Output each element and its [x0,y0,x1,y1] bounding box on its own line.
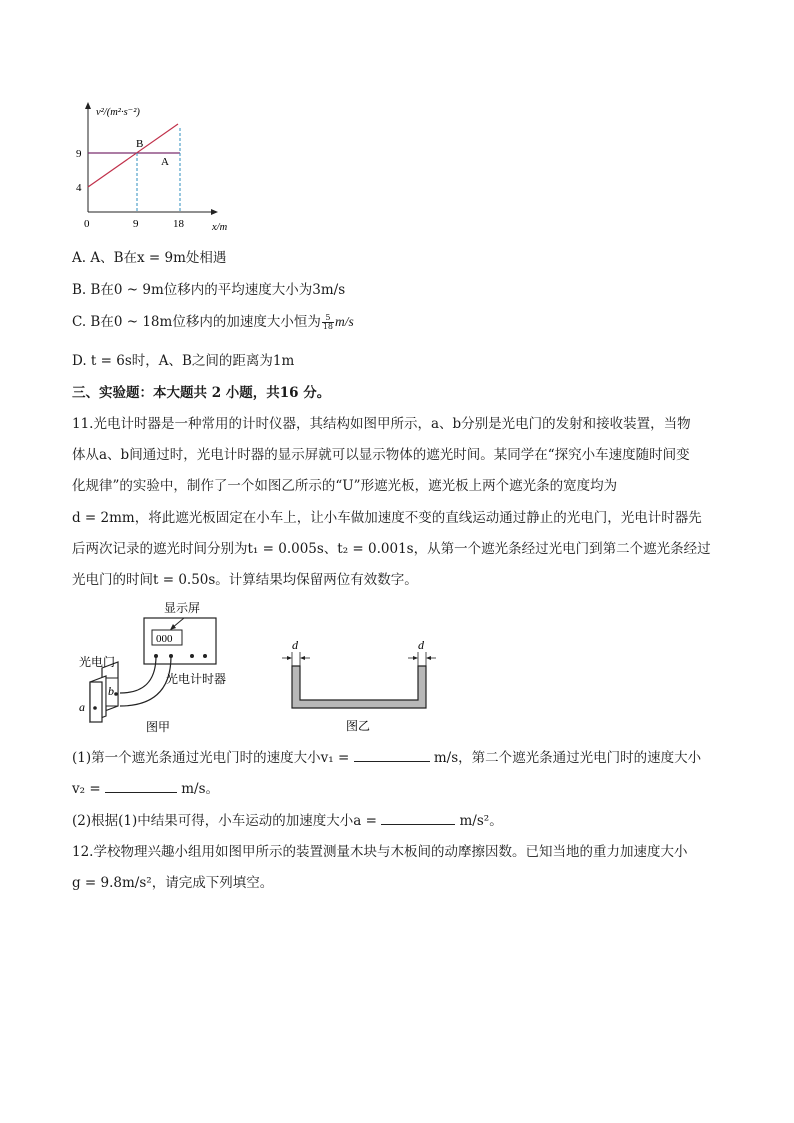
x-tick-18: 18 [173,218,184,230]
v2-x-graph [72,100,232,235]
q11-part2 [72,811,503,830]
label-B: B [136,138,144,150]
y-axis-label: v²/(m²·s⁻²) [96,107,140,118]
q11-part1-line2 [72,779,219,798]
option-D: D. t = 6s时，A、B之间的距离为1m [72,353,295,369]
q11-line-5: 后两次记录的遮光时间分别为t₁ = 0.005s、t₂ = 0.001s，从第一个遮光条经过光电门到第二个遮光条经过 [72,541,711,557]
q11-line-6: 光电门的时间t = 0.50s。计算结果均保留两位有效数字。 [72,572,418,588]
fraction-numerator: 5 [322,314,334,323]
x-axis-label: x/m [212,222,228,233]
figure-yi-u-plate [270,630,450,740]
answer-blank-a[interactable] [381,811,455,825]
d-label-right: d [418,638,424,652]
x-axis-arrow [211,209,218,215]
option-A: A. A、B在x = 9m处相遇 [72,250,227,266]
y-tick-4: 4 [76,182,82,194]
q11-part2-text-a: (2)根据(1)中结果可得，小车运动的加速度大小a = [72,813,377,829]
q11-part1-text-b: m/s，第二个遮光条通过光电门时的速度大小 [433,750,702,766]
d-arrowhead [426,656,431,660]
caption-yi: 图乙 [346,719,371,733]
q11-line-2: 体从a、b间通过时，光电计时器的显示屏就可以显示物体的遮光时间。某同学在“探究小车速度随时间变 [72,447,690,463]
fraction-5-18 [322,314,334,331]
q11-line-3: 化规律”的实验中，制作了一个如图乙所示的“U”形遮光板，遮光板上两个遮光条的宽度均为 [72,478,618,494]
label-A: A [161,156,169,168]
option-C-unit: m/s [335,314,354,329]
d-arrowhead [413,656,418,660]
label-a: a [79,700,85,714]
answer-blank-v2[interactable] [105,779,177,793]
timer-port [203,654,207,658]
fraction-denominator: 18 [322,322,334,331]
d-arrowhead [300,656,305,660]
q11-line-4: d = 2mm，将此遮光板固定在小车上，让小车做加速度不变的直线运动通过静止的光电门，光电计时器先 [72,510,702,526]
x-tick-0: 0 [84,218,90,230]
option-C [72,313,354,331]
option-C-text: C. B在0 ~ 18m位移内的加速度大小恒为 [72,314,321,330]
q11-part1-text-a: (1)第一个遮光条通过光电门时的速度大小v₁ = [72,750,350,766]
x-tick-9: 9 [133,218,139,230]
screen-label: 显示屏 [164,601,201,615]
section-3-heading: 三、实验题：本大题共 2 小题，共16 分。 [72,385,331,401]
timer-label: 光电计时器 [166,672,227,686]
caption-jia: 图甲 [146,720,171,734]
u-plate [292,666,426,708]
display-digits: 000 [156,633,173,645]
answer-blank-v1[interactable] [354,748,430,762]
y-axis-arrow [85,102,91,109]
figure-jia-photogate [72,598,272,738]
label-b: b [108,684,114,698]
receiver-b [114,692,118,696]
emitter-a [93,706,97,710]
q11-part1-line1 [72,748,701,767]
d-label-left: d [292,638,298,652]
q11-part2-text-b: m/s²。 [459,813,503,829]
gate-front [90,682,102,722]
q11-part1-text-c: v₂ = [72,781,101,797]
y-tick-9: 9 [76,148,82,160]
q12-line-2: g = 9.8m/s²，请完成下列填空。 [72,875,274,891]
timer-port [190,654,194,658]
q12-line-1: 12.学校物理兴趣小组用如图甲所示的装置测量木块与木板间的动摩擦因数。已知当地的重力加速度大小 [72,844,688,860]
option-B: B. B在0 ~ 9m位移内的平均速度大小为3m/s [72,282,346,298]
q11-part1-text-d: m/s。 [181,781,220,797]
gate-label: 光电门 [79,655,116,669]
q11-line-1: 11.光电计时器是一种常用的计时仪器，其结构如图甲所示，a、b分别是光电门的发射和接收装置，当物 [72,416,691,432]
d-arrowhead [287,656,292,660]
